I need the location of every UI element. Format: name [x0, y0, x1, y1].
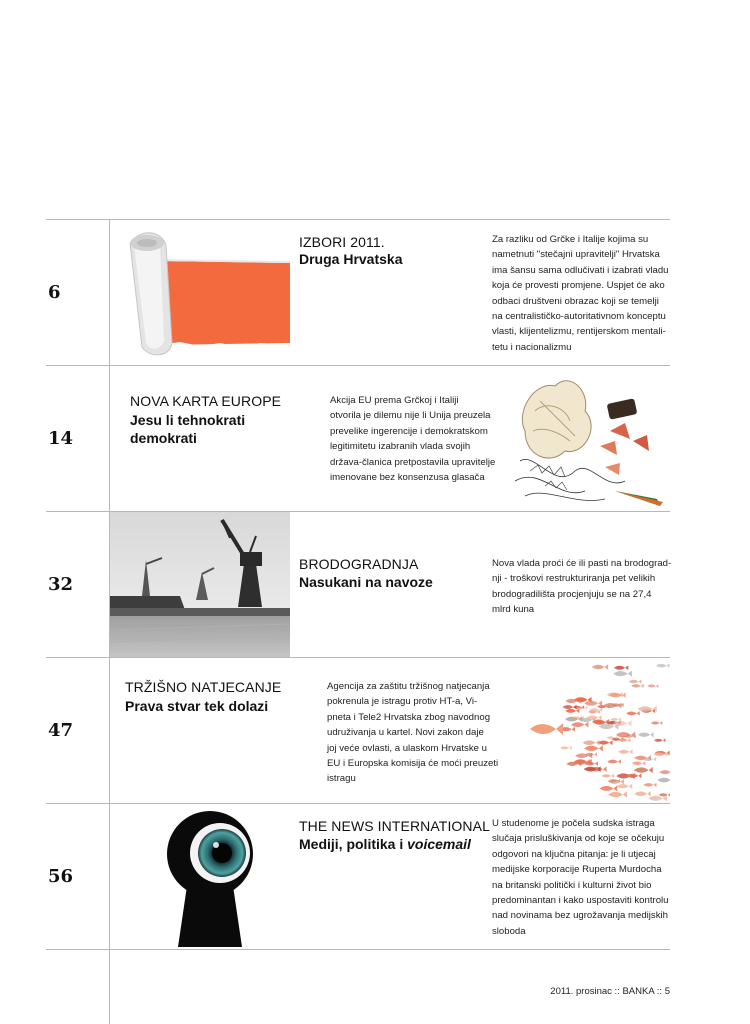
summary-line: EU i Europska komisija će moći preuzeti	[327, 758, 499, 770]
headline-text: Nasukani na navoze	[299, 574, 433, 590]
page-number: 6	[48, 282, 61, 303]
summary-line: imenovane bez konsenzusa glasača	[330, 472, 485, 484]
toc-entry-32[interactable]	[0, 511, 750, 657]
summary-line: nametnuti "stečajni upravitelji" Hrvatska	[492, 249, 660, 261]
toc-entry-14[interactable]	[0, 365, 750, 511]
summary-line: ima šansu sama odlučivati i izabrati vladu	[492, 264, 669, 276]
summary-line: pneta i Tele2 Hrvatska zbog navodnog	[327, 711, 491, 723]
toc-entry-56[interactable]	[0, 803, 750, 949]
summary-line: nji - troškovi restrukturiranja pet velikih	[492, 573, 656, 585]
summary-line: država-članica pretpostavila upravitelje	[330, 456, 496, 468]
page-number: 47	[48, 720, 74, 741]
summary-line: koja će provesti promjene. Uspjet će ako	[492, 280, 665, 292]
keyhole-eye-illustration	[140, 809, 275, 949]
summary-line: predominantan i kako uspostaviti kontrolu	[492, 895, 669, 907]
summary-line: tetu i nacionalizmu	[492, 341, 572, 353]
headline-italic-text: voicemail	[407, 836, 471, 852]
summary-line: udruživanja u kartel. Novi zakon daje	[327, 727, 484, 739]
page-footer: 2011. prosinac :: BANKA :: 5	[550, 986, 670, 997]
article-kicker: NOVA KARTA EUROPE	[130, 393, 282, 409]
summary-line: slučaja prisluškivanja od koje se očekuju	[492, 833, 665, 845]
headline-text: Prava stvar tek dolazi	[125, 698, 269, 714]
headline-text: Mediji, politika i	[299, 836, 408, 852]
summary-line: vlasti, klijentelizmu, rentijerskom mentali-	[492, 326, 666, 338]
article-headline	[125, 697, 268, 715]
article-kicker: IZBORI 2011.	[299, 234, 385, 250]
headline-text: Druga Hrvatska	[299, 251, 403, 267]
summary-line: sloboda	[492, 925, 526, 937]
summary-line: nad novinama bez ugrožavanja medijskih	[492, 910, 668, 922]
summary-line: istragu	[327, 773, 356, 785]
summary-line: odbaci društveni obrazac koji se temelji	[492, 295, 659, 307]
summary-line: Akcija EU prema Grčkoj i Italiji	[330, 395, 459, 406]
page-number: 14	[48, 428, 74, 449]
summary-line: na britanski politički i kulturni život bio	[492, 879, 652, 891]
article-kicker: THE NEWS INTERNATIONAL	[299, 818, 490, 834]
summary-line: Nova vlada proći će ili pasti na brodograd-	[492, 558, 672, 569]
article-summary	[492, 232, 669, 355]
article-headline	[130, 411, 245, 447]
article-kicker: TRŽIŠNO NATJECANJE	[125, 679, 282, 695]
shipyard-crane-photo	[110, 512, 290, 657]
article-headline	[299, 250, 403, 268]
summary-line: legitimitetu izabranih vlada svojih	[330, 441, 471, 453]
summary-line: brodogradilišta procjenjuju se na 27,4	[492, 588, 652, 600]
article-summary	[492, 816, 669, 939]
row-divider	[46, 949, 670, 950]
article-summary	[327, 679, 498, 787]
article-summary	[330, 393, 495, 485]
summary-line: mlrd kuna	[492, 604, 535, 616]
headline-text: Jesu li tehnokrati	[130, 412, 246, 428]
torn-paper-orange-illustration	[120, 223, 292, 363]
summary-line: pokrenula je istragu protiv HT-a, Vi-	[327, 696, 478, 708]
headline-text: demokrati	[130, 430, 197, 446]
summary-line: U studenome je počela sudska istraga	[492, 818, 655, 829]
page-number: 56	[48, 866, 74, 887]
article-headline	[299, 835, 471, 853]
article-kicker: BRODOGRADNJA	[299, 556, 419, 572]
page-number: 32	[48, 574, 74, 595]
summary-line: joj veće ovlasti, a ulaskom Hrvatske u	[327, 742, 487, 754]
toc-entry-6[interactable]	[0, 219, 750, 365]
fish-school-illustration	[520, 659, 670, 802]
summary-line: otvorila je dilemu nije li Unija preuzela	[330, 410, 491, 422]
summary-line: medijske korporacije Ruperta Murdocha	[492, 864, 662, 876]
summary-line: odgovori na ključna pitanja: je li utjecaj	[492, 848, 656, 860]
article-summary	[492, 556, 671, 618]
summary-line: na centralističko-autoritativnom konceptu	[492, 311, 666, 323]
summary-line: prevelike ingerencije i demokratskom	[330, 425, 488, 437]
summary-line: Za razliku od Grčke i Italije kojima su	[492, 234, 649, 245]
article-headline	[299, 573, 433, 591]
summary-line: Agencija za zaštitu tržišnog natjecanja	[327, 681, 490, 692]
toc-entry-47[interactable]	[0, 657, 750, 803]
pencil-shavings-illustration	[515, 371, 665, 509]
